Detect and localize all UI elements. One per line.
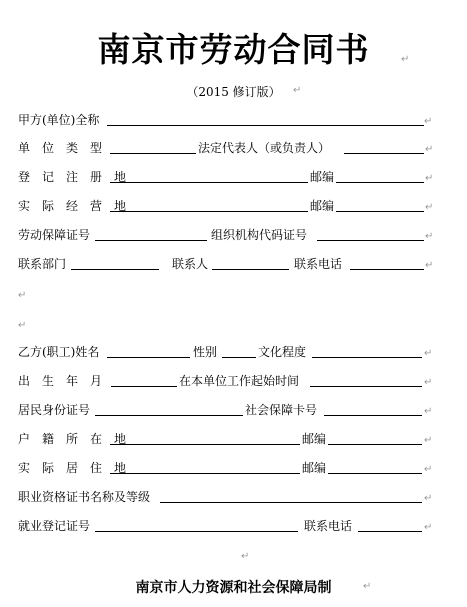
- employer-name-label: 甲方(单位)全称: [18, 113, 100, 127]
- employment-reg-label: 就业登记证号: [18, 519, 91, 533]
- contact-phone-label: 联系电话: [294, 257, 343, 271]
- paragraph-mark-icon: ↵: [241, 551, 250, 562]
- paragraph-mark-icon: ↵: [424, 493, 433, 504]
- residence-field[interactable]: [110, 473, 300, 474]
- paragraph-mark-icon: ↵: [425, 144, 434, 155]
- contact-person-field[interactable]: [212, 269, 289, 270]
- paragraph-mark-icon: ↵: [425, 202, 434, 213]
- org-code-field[interactable]: [317, 240, 424, 241]
- residence-label: 实 际 居 住 地: [18, 461, 127, 475]
- hukou-postcode-label: 邮编: [302, 432, 327, 446]
- social-security-field[interactable]: [324, 415, 422, 416]
- paragraph-mark-icon: ↵: [425, 173, 434, 184]
- id-number-label: 居民身份证号: [18, 403, 91, 417]
- paragraph-mark-icon: ↵: [425, 260, 434, 271]
- contact-dept-field[interactable]: [71, 269, 159, 270]
- document-title: 南京市劳动合同书: [97, 30, 370, 69]
- education-field[interactable]: [312, 357, 422, 358]
- id-number-field[interactable]: [95, 415, 243, 416]
- contact-dept-label: 联系部门: [18, 257, 67, 271]
- hukou-label: 户 籍 所 在 地: [18, 432, 127, 446]
- birth-label: 出 生 年 月: [18, 374, 103, 388]
- gender-label: 性别: [193, 345, 218, 359]
- paragraph-mark-icon: ↵: [18, 290, 27, 301]
- employer-name-field[interactable]: [107, 125, 424, 126]
- qualification-label: 职业资格证书名称及等级: [18, 490, 151, 504]
- paragraph-mark-icon: ↵: [401, 54, 410, 65]
- unit-type-label: 单 位 类 型: [18, 141, 103, 155]
- paragraph-mark-icon: ↵: [363, 581, 372, 592]
- org-code-label: 组织机构代码证号: [211, 228, 308, 242]
- paragraph-mark-icon: ↵: [18, 320, 27, 331]
- paragraph-mark-icon: ↵: [424, 116, 433, 127]
- paragraph-mark-icon: ↵: [293, 85, 302, 96]
- legal-rep-field[interactable]: [344, 153, 424, 154]
- start-time-label: 在本单位工作起始时间: [179, 374, 300, 388]
- employee-phone-field[interactable]: [358, 531, 422, 532]
- hukou-field[interactable]: [110, 444, 300, 445]
- employee-name-field[interactable]: [107, 357, 190, 358]
- education-label: 文化程度: [258, 345, 307, 359]
- unit-type-field[interactable]: [110, 153, 196, 154]
- employee-name-label: 乙方(职工)姓名: [18, 345, 100, 359]
- paragraph-mark-icon: ↵: [425, 231, 434, 242]
- paragraph-mark-icon: ↵: [424, 377, 433, 388]
- gender-field[interactable]: [222, 357, 256, 358]
- reg-address-field[interactable]: [110, 182, 308, 183]
- paragraph-mark-icon: ↵: [424, 348, 433, 359]
- residence-postcode-label: 邮编: [302, 461, 327, 475]
- reg-address-label: 登 记 注 册 地: [18, 170, 127, 184]
- issuer-footer: 南京市人力资源和社会保障局制: [135, 580, 332, 596]
- start-time-field[interactable]: [310, 386, 422, 387]
- contact-phone-field[interactable]: [350, 269, 424, 270]
- employee-phone-label: 联系电话: [304, 519, 353, 533]
- paragraph-mark-icon: ↵: [424, 406, 433, 417]
- paragraph-mark-icon: ↵: [424, 464, 433, 475]
- social-security-label: 社会保障卡号: [245, 403, 318, 417]
- business-address-label: 实 际 经 营 地: [18, 199, 127, 213]
- residence-postcode-field[interactable]: [328, 473, 422, 474]
- business-address-field[interactable]: [110, 211, 308, 212]
- business-postcode-label: 邮编: [310, 199, 335, 213]
- business-postcode-field[interactable]: [336, 211, 424, 212]
- labor-cert-label: 劳动保障证号: [18, 228, 91, 242]
- hukou-postcode-field[interactable]: [328, 444, 422, 445]
- legal-rep-label: 法定代表人（或负责人）: [198, 141, 331, 155]
- labor-cert-field[interactable]: [95, 240, 207, 241]
- reg-postcode-label: 邮编: [310, 170, 335, 184]
- reg-postcode-field[interactable]: [336, 182, 424, 183]
- paragraph-mark-icon: ↵: [424, 522, 433, 533]
- contact-person-label: 联系人: [172, 257, 209, 271]
- qualification-field[interactable]: [160, 502, 422, 503]
- document-subtitle: （2015 修订版）: [186, 85, 281, 99]
- employment-reg-field[interactable]: [95, 531, 298, 532]
- birth-field[interactable]: [111, 386, 177, 387]
- paragraph-mark-icon: ↵: [424, 435, 433, 446]
